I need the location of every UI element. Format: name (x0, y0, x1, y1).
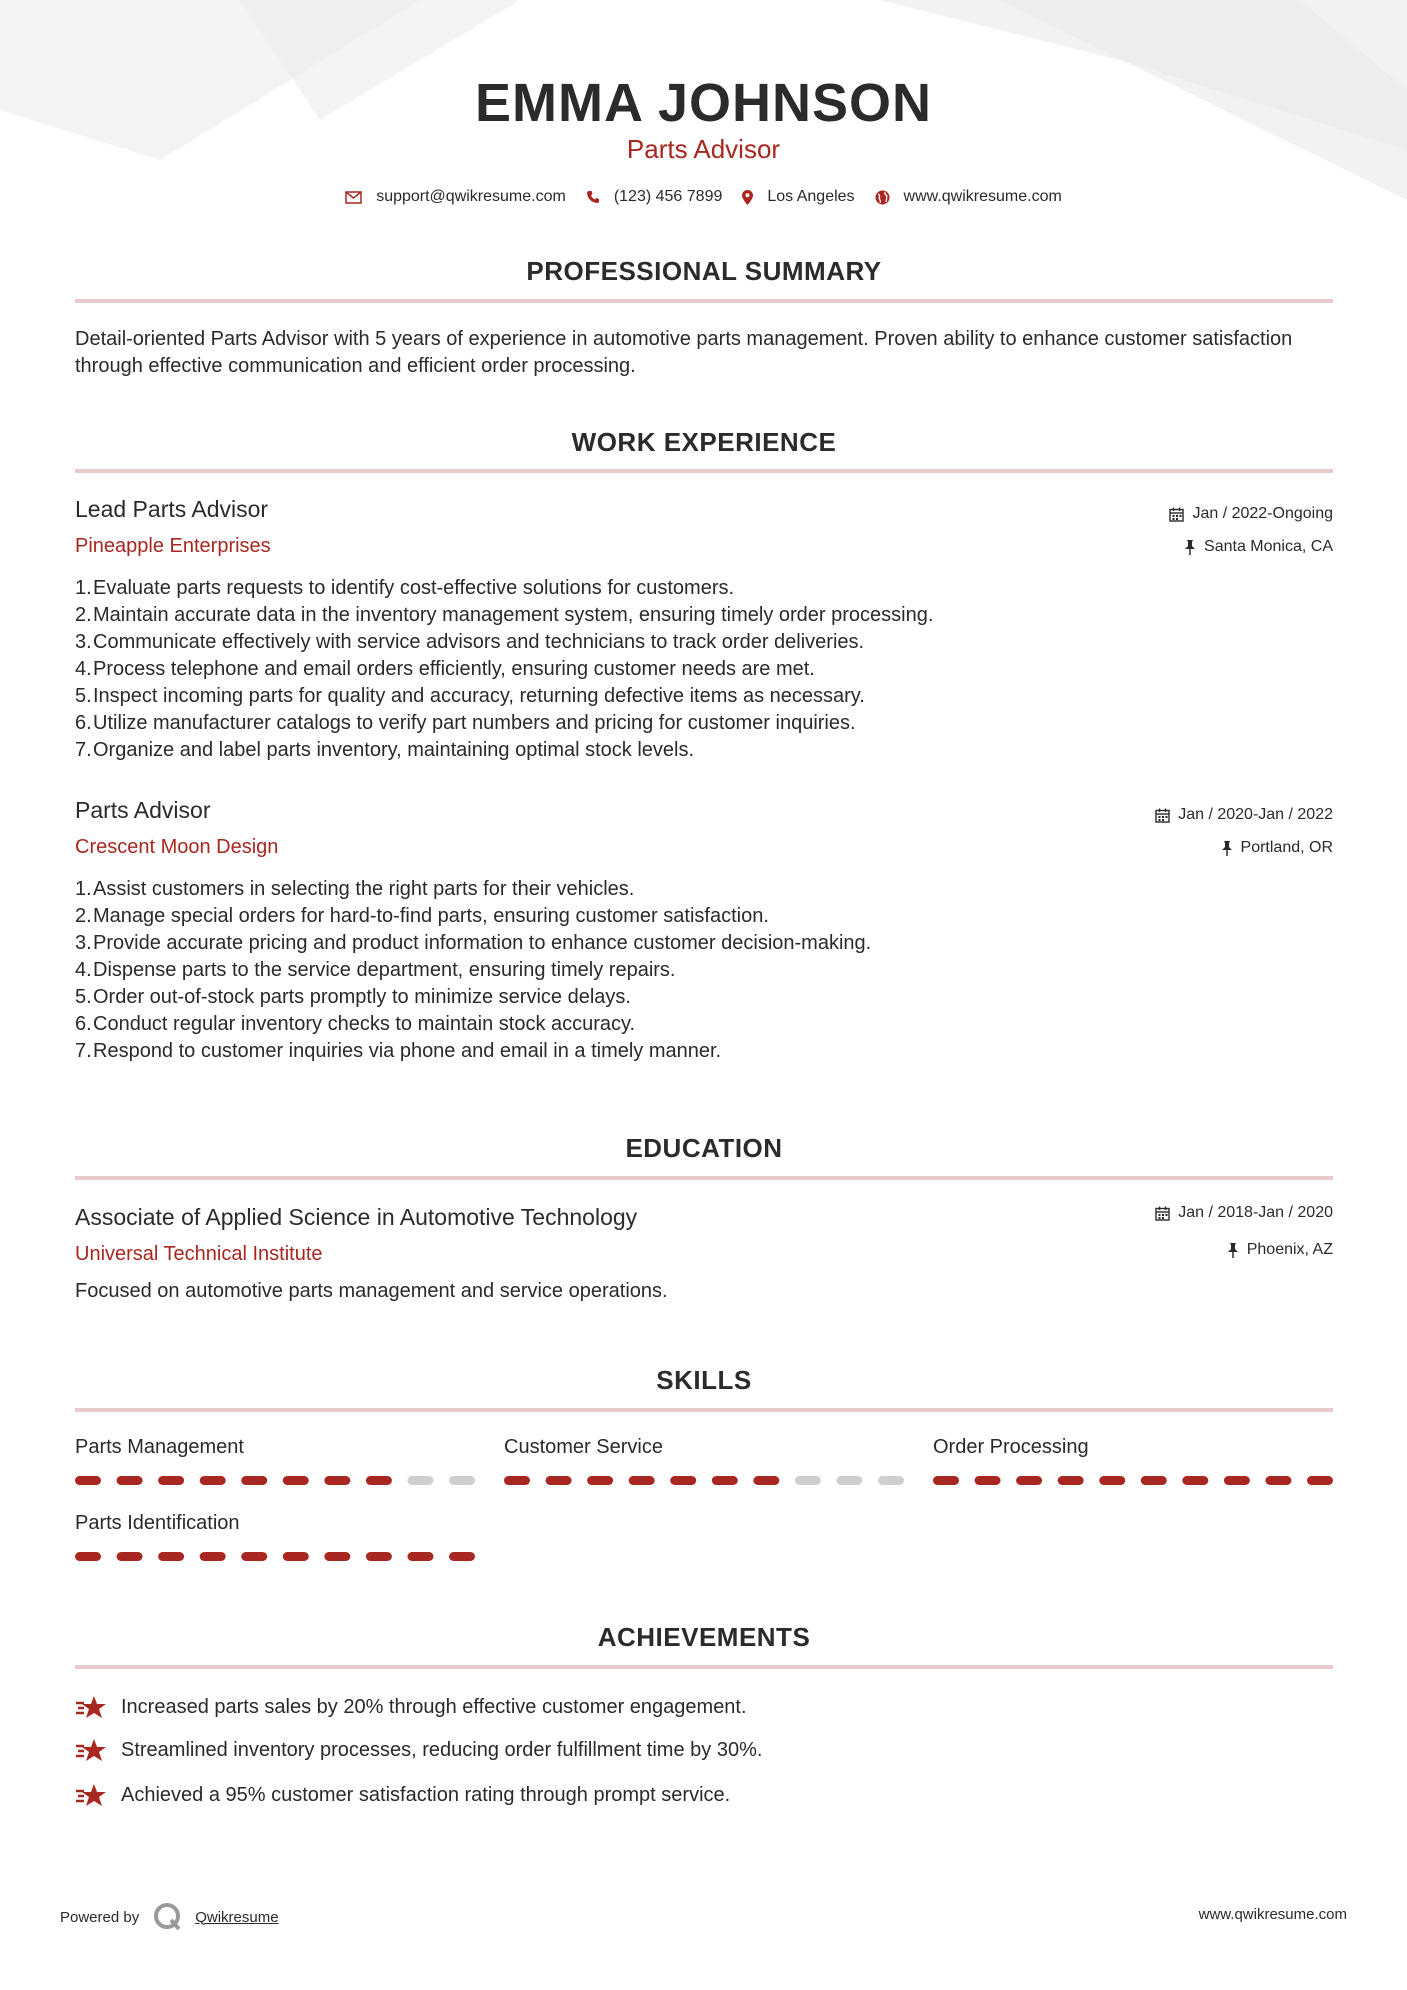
candidate-title: Parts Advisor (626, 134, 781, 164)
list-item: 4. Dispense parts to the service department, ensuring timely repairs. (75, 959, 676, 981)
skill-name: Parts Identification (75, 1512, 240, 1534)
skill-dash-filled (75, 1476, 101, 1485)
skill-dash-filled (366, 1552, 392, 1561)
skill-dash-filled (158, 1552, 184, 1561)
skills-divider (75, 1408, 1333, 1412)
skill-dash-filled (324, 1552, 350, 1561)
map-marker-icon (742, 190, 753, 205)
skill-dash-filled (629, 1476, 655, 1485)
skill-dash-filled (449, 1552, 475, 1561)
star-badge-icon (75, 1782, 107, 1808)
candidate-name: EMMA JOHNSON (474, 73, 933, 133)
achievement-text: Achieved a 95% customer satisfaction rating through prompt service. (121, 1783, 731, 1806)
contact-email-text: support@qwikresume.com (376, 188, 566, 205)
list-item: 5. Inspect incoming parts for quality and accuracy, returning defective items as necessary. (75, 685, 865, 707)
list-item: 6. Conduct regular inventory checks to maintain stock accuracy. (75, 1013, 636, 1035)
skill-dash-filled (1224, 1476, 1250, 1485)
skill-dash-filled (1058, 1476, 1084, 1485)
skill-dash-filled (75, 1552, 101, 1561)
skill-dash-filled (158, 1476, 184, 1485)
footer-powered-by (60, 1902, 279, 1932)
list-item: 4. Process telephone and email orders efficiently, ensuring customer needs are met. (75, 658, 815, 680)
education-school: Universal Technical Institute (75, 1243, 323, 1265)
pin-icon (1227, 1243, 1239, 1258)
education-heading: EDUCATION (625, 1133, 783, 1163)
skill-dash-filled (546, 1476, 572, 1485)
star-badge-icon (75, 1737, 107, 1763)
skill-level-bar (933, 1476, 1333, 1485)
contact-location-text: Los Angeles (767, 188, 855, 205)
list-item: 1. Evaluate parts requests to identify cost-effective solutions for customers. (75, 577, 735, 599)
skill-item (75, 1512, 475, 1535)
achievements-divider (75, 1665, 1333, 1669)
contact-location (742, 188, 854, 206)
achievement-item (75, 1694, 747, 1720)
skill-item (75, 1436, 475, 1459)
job-location-text: Portland, OR (1240, 839, 1333, 856)
education-divider (75, 1176, 1333, 1180)
skill-dash-empty (878, 1476, 904, 1485)
skill-dash-filled (504, 1476, 530, 1485)
skills-heading: SKILLS (656, 1365, 752, 1395)
job-location (1184, 538, 1333, 556)
skill-dash-filled (200, 1552, 226, 1561)
contact-bar (0, 188, 1407, 206)
contact-website[interactable] (875, 188, 1062, 206)
summary-text: Detail-oriented Parts Advisor with 5 years of experience in automotive parts management. Proven ability to enhance customer satisfaction through effective communication and efficient order processing. (75, 328, 1293, 377)
job-dates (1169, 505, 1333, 523)
qwikresume-logo-icon (153, 1902, 183, 1932)
job-title: Parts Advisor (75, 797, 211, 823)
achievement-text: Increased parts sales by 20% through effective customer engagement. (121, 1695, 747, 1718)
achievement-text: Streamlined inventory processes, reducing order fulfillment time by 30%. (121, 1738, 763, 1761)
skill-dash-empty (407, 1476, 433, 1485)
contact-phone-text: (123) 456 7899 (613, 188, 723, 205)
list-item: 5. Order out-of-stock parts promptly to minimize service delays. (75, 986, 631, 1008)
pin-icon (1184, 540, 1196, 555)
skill-dash-filled (407, 1552, 433, 1561)
job-company: Pineapple Enterprises (75, 535, 271, 557)
skill-name: Order Processing (933, 1436, 1089, 1458)
education-degree: Associate of Applied Science in Automotive Technology (75, 1204, 638, 1230)
experience-divider (75, 469, 1333, 473)
skill-name: Customer Service (504, 1436, 663, 1458)
star-badge-icon (75, 1694, 107, 1720)
pin-icon (1221, 841, 1233, 856)
skill-dash-filled (200, 1476, 226, 1485)
globe-icon (875, 190, 890, 205)
skill-dash-filled (366, 1476, 392, 1485)
skill-dash-filled (1307, 1476, 1333, 1485)
job-dates-text: Jan / 2020-Jan / 2022 (1178, 806, 1333, 823)
job-dates-text: Jan / 2022-Ongoing (1192, 505, 1333, 522)
phone-icon (586, 190, 600, 204)
achievement-item (75, 1782, 730, 1808)
job-company: Crescent Moon Design (75, 836, 279, 858)
skill-dash-filled (1141, 1476, 1167, 1485)
skill-dash-filled (117, 1552, 143, 1561)
education-description: Focused on automotive parts management and service operations. (75, 1280, 668, 1302)
contact-phone[interactable] (586, 188, 723, 206)
skill-dash-filled (1265, 1476, 1291, 1485)
powered-by-text: Powered by (60, 1908, 140, 1926)
skill-dash-filled (587, 1476, 613, 1485)
skill-level-bar (75, 1476, 475, 1485)
list-item: 3. Provide accurate pricing and product information to enhance customer decision-making. (75, 932, 872, 954)
list-item: 1. Assist customers in selecting the right parts for their vehicles. (75, 878, 635, 900)
job-location (1221, 839, 1333, 857)
job-duties-list (75, 575, 1333, 764)
education-dates (1155, 1204, 1333, 1222)
education-location-text: Phoenix, AZ (1246, 1241, 1333, 1258)
achievement-item (75, 1737, 762, 1763)
skill-dash-empty (836, 1476, 862, 1485)
job-title: Lead Parts Advisor (75, 496, 269, 522)
achievements-heading: ACHIEVEMENTS (597, 1622, 811, 1652)
skill-dash-filled (241, 1476, 267, 1485)
skill-dash-filled (670, 1476, 696, 1485)
skill-dash-filled (933, 1476, 959, 1485)
summary-divider (75, 299, 1333, 303)
skill-dash-filled (1016, 1476, 1042, 1485)
skill-item (504, 1436, 904, 1459)
skill-dash-empty (795, 1476, 821, 1485)
skill-dash-filled (1182, 1476, 1208, 1485)
job-location-text: Santa Monica, CA (1204, 538, 1333, 555)
contact-website-text: www.qwikresume.com (903, 188, 1062, 205)
education-dates-text: Jan / 2018-Jan / 2020 (1178, 1204, 1333, 1221)
skill-dash-filled (1099, 1476, 1125, 1485)
list-item: 6. Utilize manufacturer catalogs to verify part numbers and pricing for customer inquiries. (75, 712, 856, 734)
qwikresume-link[interactable]: Qwikresume (195, 1908, 279, 1926)
skill-dash-filled (753, 1476, 779, 1485)
contact-email[interactable] (345, 188, 566, 206)
skill-dash-filled (241, 1552, 267, 1561)
skill-dash-filled (283, 1476, 309, 1485)
skill-dash-filled (117, 1476, 143, 1485)
education-location (1227, 1241, 1333, 1259)
skill-dash-filled (975, 1476, 1001, 1485)
skill-level-bar (504, 1476, 904, 1485)
calendar-icon (1155, 1206, 1170, 1221)
list-item: 7. Respond to customer inquiries via phone and email in a timely manner. (75, 1040, 722, 1062)
list-item: 2. Maintain accurate data in the inventory management system, ensuring timely order processing. (75, 604, 934, 626)
summary-heading: PROFESSIONAL SUMMARY (526, 256, 882, 286)
experience-heading: WORK EXPERIENCE (571, 427, 837, 457)
footer-website[interactable]: www.qwikresume.com (1198, 1906, 1347, 1923)
envelope-icon (345, 191, 362, 204)
job-dates (1155, 806, 1333, 824)
list-item: 3. Communicate effectively with service advisors and technicians to track order deliveries. (75, 631, 865, 653)
skill-dash-filled (283, 1552, 309, 1561)
skill-dash-filled (324, 1476, 350, 1485)
calendar-icon (1155, 808, 1170, 823)
skill-name: Parts Management (75, 1436, 244, 1458)
skill-dash-filled (712, 1476, 738, 1485)
list-item: 7. Organize and label parts inventory, maintaining optimal stock levels. (75, 739, 695, 761)
skill-item (933, 1436, 1333, 1459)
skill-dash-empty (449, 1476, 475, 1485)
calendar-icon (1169, 507, 1184, 522)
list-item: 2. Manage special orders for hard-to-find parts, ensuring customer satisfaction. (75, 905, 769, 927)
job-duties-list (75, 876, 1333, 1065)
skill-level-bar (75, 1552, 475, 1561)
